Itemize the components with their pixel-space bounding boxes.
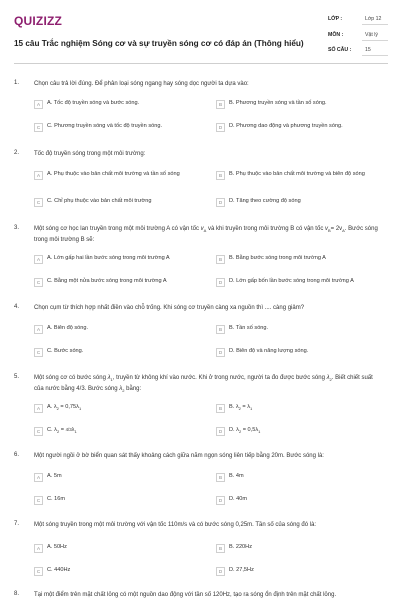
question-text: Tốc độ truyền sóng trong một môi trường: [34, 151, 146, 157]
meta-class-label: LỚP : [328, 16, 343, 22]
question-text: Chọn câu trả lời đúng. Để phân loại sóng ngang hay sóng dọc người ta dựa vào: [34, 81, 249, 87]
answer-option-d[interactable] [216, 276, 354, 288]
option-letter-box: B [216, 473, 225, 482]
question-text: Một người ngồi ở bờ biển quan sát thấy khoảng cách giữa năm ngọn sóng liên tiếp bằng 20m. Bước sóng là: [34, 453, 324, 459]
answer-option-b[interactable] [216, 471, 244, 483]
option-letter-box: A [34, 171, 43, 180]
answer-option-c[interactable] [34, 425, 77, 437]
meta-count-underline [362, 55, 388, 56]
answer-option-c[interactable] [34, 196, 151, 208]
option-text: C. Chỉ phụ thuộc vào bản chất môi trường [47, 198, 152, 205]
option-text: C. Bằng một nửa bước sóng trong môi trường A [47, 278, 167, 285]
option-text: D. 40m [229, 496, 248, 503]
answer-option-c[interactable] [34, 494, 65, 506]
option-text: B. Bằng bước sóng trong môi trường A [229, 255, 326, 262]
option-text: B. 4m [229, 473, 244, 480]
option-letter-box: C [34, 278, 43, 287]
document-title: 15 câu Trắc nghiệm Sóng cơ và sự truyền sóng cơ có đáp án (Thông hiểu) [14, 39, 304, 48]
option-text: B. Phương truyền sóng và tần số sóng. [229, 100, 327, 107]
option-text: C. Bước sóng. [47, 348, 84, 355]
answer-option-b[interactable] [216, 323, 268, 335]
option-letter-box: A [34, 100, 43, 109]
option-text: A. 5m [47, 473, 62, 480]
option-letter-box: D [216, 198, 225, 207]
answer-option-a[interactable] [34, 164, 204, 186]
meta-class-underline [362, 24, 388, 25]
answer-option-a[interactable] [34, 98, 139, 110]
meta-subject-value: Vật lý [365, 32, 378, 38]
option-letter-box: D [216, 427, 225, 436]
option-text: A. 50Hz [47, 544, 67, 551]
question-number: 1. [14, 80, 20, 86]
answer-option-c[interactable] [34, 121, 162, 133]
question-text: Chọn cụm từ thích hợp nhất điền vào chỗ trống. Khi sóng cơ truyền càng xa nguồn thì .... càng giảm? [34, 305, 305, 311]
question-text: Một sóng cơ học lan truyền trong một môi trường A có vận tốc $v_A$ và khi truyền trong môi trường B có vận tốc $v_B= 2v_A$. Bước sóng trong môi trường B sẽ: [34, 226, 378, 243]
question-number: 4. [14, 304, 20, 310]
question-number: 3. [14, 225, 20, 231]
option-letter-box: B [216, 171, 225, 180]
answer-option-a[interactable] [34, 323, 88, 335]
option-letter-box: D [216, 348, 225, 357]
quizizz-logo: QUIZIZZ [14, 14, 63, 28]
question-text: Một sóng truyền trong một môi trường với vận tốc 110m/s và có bước sóng 0,25m. Tần số của sóng đó là: [34, 522, 317, 528]
option-text: C. $\lambda_2 = 4/3\lambda_1$ [47, 427, 77, 435]
option-letter-box: C [34, 496, 43, 505]
option-letter-box: C [34, 427, 43, 436]
option-letter-box: B [216, 100, 225, 109]
option-text: B. Tần số sóng. [229, 325, 269, 332]
question-number: 6. [14, 452, 20, 458]
option-text: C. Phương truyền sóng và tốc độ truyền sóng. [47, 123, 163, 130]
option-letter-box: A [34, 473, 43, 482]
option-text: D. Tăng theo cường độ sóng [229, 198, 301, 205]
answer-option-d[interactable] [216, 196, 301, 208]
answer-option-d[interactable] [216, 121, 343, 133]
answer-option-b[interactable] [216, 402, 252, 414]
option-text: B. Phụ thuộc vào bản chất môi trường và biên độ sóng [229, 171, 365, 178]
answer-option-a[interactable] [34, 471, 62, 483]
meta-count-label: SỐ CÂU : [328, 47, 352, 53]
answer-option-d[interactable] [216, 565, 254, 577]
option-text: B. 220Hz [229, 544, 253, 551]
question-number: 7. [14, 521, 20, 527]
option-letter-box: B [216, 255, 225, 264]
answer-option-c[interactable] [34, 276, 167, 288]
answer-option-a[interactable] [34, 402, 81, 414]
option-letter-box: D [216, 123, 225, 132]
option-text: A. Phụ thuộc vào bản chất môi trường và tần số sóng [47, 171, 180, 178]
question-number: 8. [14, 591, 20, 597]
question-number: 2. [14, 150, 20, 156]
option-letter-box: D [216, 278, 225, 287]
option-letter-box: A [34, 325, 43, 334]
answer-option-d[interactable] [216, 346, 308, 358]
question-text: Tại một điểm trên mặt chất lỏng có một nguồn dao động với tần số 120Hz, tạo ra sóng ổn định trên mặt chất lỏng. [34, 592, 337, 598]
option-letter-box: C [34, 198, 43, 207]
option-letter-box: C [34, 348, 43, 357]
option-text: A. Lớn gấp hai lần bước sóng trong môi trường A [47, 255, 170, 262]
option-text: D. Lớn gấp bốn lần bước sóng trong môi trường A [229, 278, 354, 285]
question-text: Một sóng cơ có bước sóng $\lambda_1$, truyền từ không khí vào nước. Khi ở trong nước, người ta đo được bước sóng $\lambda_2$. Biết chiết suất của nước bằng 4/3. Bước sóng $\lambda_2$ bằng: [34, 375, 373, 393]
option-text: B. $\lambda_2 = \lambda_1$ [229, 403, 253, 411]
meta-subject-label: MÔN : [328, 32, 344, 38]
meta-count-value: 15 [365, 47, 371, 53]
option-letter-box: A [34, 544, 43, 553]
answer-option-b[interactable] [216, 164, 386, 186]
answer-option-c[interactable] [34, 346, 83, 358]
option-text: C. 16m [47, 496, 66, 503]
meta-class-value: Lớp 12 [365, 16, 382, 22]
option-letter-box: A [34, 404, 43, 413]
meta-subject-underline [362, 40, 388, 41]
option-text: D. Biên độ và năng lượng sóng. [229, 348, 309, 355]
answer-option-b[interactable] [216, 542, 252, 554]
option-letter-box: A [34, 255, 43, 264]
document-header [14, 10, 388, 64]
option-text: C. 440Hz [47, 567, 71, 574]
option-text: D. Phương dao động và phương truyền sóng. [229, 123, 343, 130]
answer-option-b[interactable] [216, 253, 326, 265]
answer-option-d[interactable] [216, 494, 247, 506]
option-letter-box: B [216, 325, 225, 334]
question-number: 5. [14, 374, 20, 380]
answer-option-a[interactable] [34, 542, 67, 554]
option-letter-box: D [216, 496, 225, 505]
option-letter-box: B [216, 404, 225, 413]
option-text: D. 27,5Hz [229, 567, 254, 574]
option-text: A. Tốc độ truyền sóng và bước sóng. [47, 100, 140, 107]
option-text: A. Biên độ sóng. [47, 325, 89, 332]
option-letter-box: B [216, 544, 225, 553]
answer-option-a[interactable] [34, 253, 170, 265]
option-text: D. $\lambda_2 = 0,5\lambda_1$ [229, 426, 261, 434]
option-letter-box: C [34, 567, 43, 576]
option-letter-box: D [216, 567, 225, 576]
option-text: A. $\lambda_2 = 0,75\lambda_1$ [47, 403, 82, 411]
option-letter-box: C [34, 123, 43, 132]
answer-option-b[interactable] [216, 98, 327, 110]
answer-option-d[interactable] [216, 425, 260, 437]
answer-option-c[interactable] [34, 565, 70, 577]
